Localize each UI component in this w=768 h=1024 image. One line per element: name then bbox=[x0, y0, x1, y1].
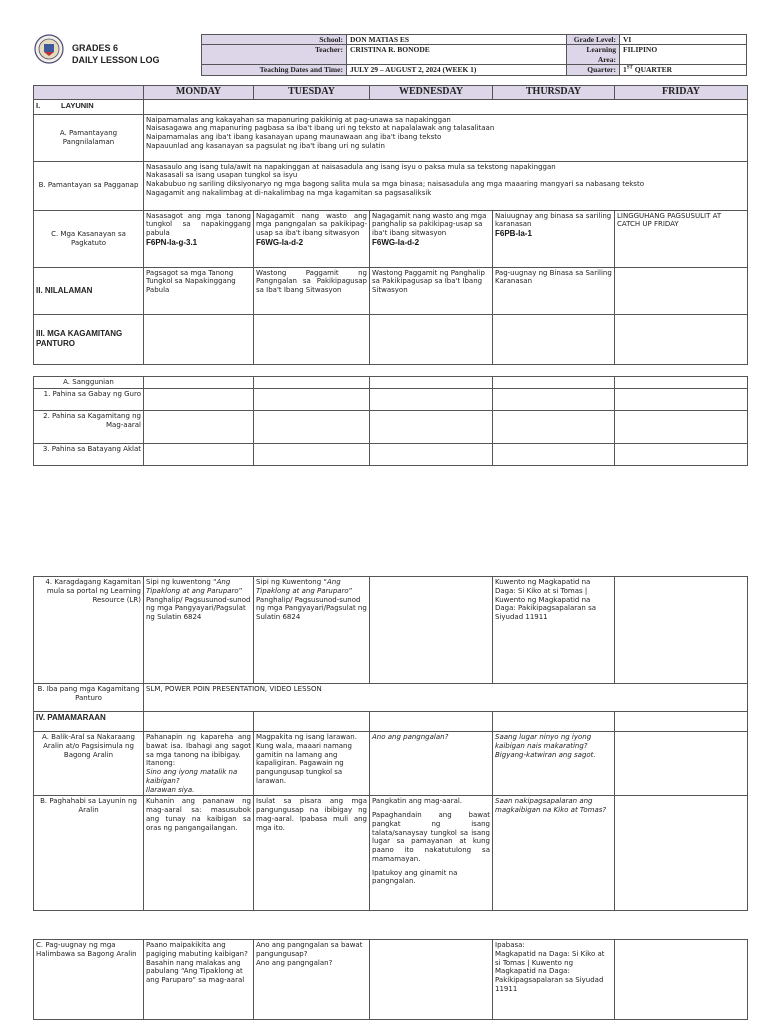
quarter-value: 1ST QUARTER bbox=[620, 65, 747, 75]
kag-friday bbox=[615, 314, 748, 364]
layunin-blank bbox=[144, 99, 748, 114]
balik-aral-thursday: Saang lugar ninyo ng iyong kaibigan nais makarating? Bigyang-katwiran ang sagot. bbox=[493, 732, 615, 796]
nilalaman-thursday: Pag-uugnay ng Binasa sa Sariling Karanasan bbox=[493, 267, 615, 314]
page2-table bbox=[33, 576, 748, 911]
karag-thursday: Kuwento ng Magkapatid na Daga: Si Kiko at si Tomas | Kuwento ng Magkapatid na Daga: Pakikipagsapalaran sa Siyudad 11911 bbox=[493, 577, 615, 684]
code-tuesday: F6WG-Ia-d-2 bbox=[256, 237, 304, 247]
pam-mon bbox=[144, 712, 254, 732]
label-balik-aral: A. Balik-Aral sa Nakaraang Aralin at/o Pagsisimula ng Bagong Aralin bbox=[34, 732, 144, 796]
kasanayan-wednesday: Nagagamit nang wasto ang mga panghalip sa pakikipag-usap sa iba't ibang sitwasyon F6WG-Ia-d-2 bbox=[370, 210, 493, 267]
ba-fri bbox=[615, 443, 748, 465]
label-mga-kasanayan: C. Mga Kasanayan sa Pagkatuto bbox=[34, 210, 144, 267]
day-monday: MONDAY bbox=[144, 86, 254, 100]
balik-aral-tuesday: Magpakita ng isang larawan. Kung wala, maaari namang gamitin na lamang ang kapaligiran. Pagawain ng pangungusap tungkol sa larawan. bbox=[254, 732, 370, 796]
sanggunian-table bbox=[33, 376, 748, 466]
pamantayang-pangnilalaman-content bbox=[144, 114, 748, 161]
km-wed bbox=[370, 410, 493, 443]
paghahabi-friday bbox=[615, 796, 748, 911]
paghahabi-thursday: Saan nakipagsapalaran ang magkaibigan na Kiko at Tomas? bbox=[493, 796, 615, 911]
page3-table bbox=[33, 939, 748, 1020]
code-thursday: F6PB-Ia-1 bbox=[495, 229, 532, 238]
kag-tuesday bbox=[254, 314, 370, 364]
section-nilalaman: II. NILALAMAN bbox=[34, 267, 144, 314]
day-friday: FRIDAY bbox=[615, 86, 748, 100]
gabay-thu bbox=[493, 388, 615, 410]
karag-wednesday bbox=[370, 577, 493, 684]
km-fri bbox=[615, 410, 748, 443]
nilalaman-friday bbox=[615, 267, 748, 314]
deped-seal bbox=[34, 34, 64, 64]
pam-wed bbox=[370, 712, 493, 732]
balik-aral-monday: Pahanapin ng kapareha ang bawat isa. Ibahagi ang sagot sa mga tanong na ibibigay. Itanong: Sino ang iyong matalik na kaibigan? Ilarawan siya. bbox=[144, 732, 254, 796]
ba-thu bbox=[493, 443, 615, 465]
pag-uugnay-thursday: Ipabasa: Magkapatid na Daga: Si Kiko at si Tomas | Kuwento ng Magkapatid na Daga: Pakikipagsapalaran sa Siyudad 11911 bbox=[493, 940, 615, 1020]
km-mon bbox=[144, 410, 254, 443]
day-wednesday: WEDNESDAY bbox=[370, 86, 493, 100]
ba-mon bbox=[144, 443, 254, 465]
karag-monday: Sipi ng kuwentong “Ang Tipaklong at ang Paruparo” Panghalip/ Pagsusunod-sunod ng mga Pangyayari/Pagsulat ng Sulatin 6824 bbox=[144, 577, 254, 684]
label-pamantayang-pangnilalaman: A. Pamantayang Pangnilalaman bbox=[34, 114, 144, 161]
pag-uugnay-monday: Paano maipakikita ang pagiging mabuting kaibigan? Basahin nang malakas ang pabulang “Ang Tipaklong at ang Paruparo” sa mag-aaral bbox=[144, 940, 254, 1020]
document-title bbox=[72, 42, 160, 66]
label-iba-pang-kagamitan: B. Iba pang mga Kagamitang Panturo bbox=[34, 684, 144, 712]
kag-monday bbox=[144, 314, 254, 364]
gabay-fri bbox=[615, 388, 748, 410]
ba-wed bbox=[370, 443, 493, 465]
label-pag-uugnay: C. Pag-uugnay ng mga Halimbawa sa Bagong Aralin bbox=[34, 940, 144, 1020]
label-gabay-ng-guro: 1. Pahina sa Gabay ng Guro bbox=[34, 388, 144, 410]
teacher-value: CRISTINA R. BONODE bbox=[347, 45, 567, 65]
grade-value: VI bbox=[620, 35, 747, 45]
gabay-mon bbox=[144, 388, 254, 410]
nilalaman-monday: Pagsagot sa mga Tanong Tungkol sa Napakinggang Pabula bbox=[144, 267, 254, 314]
school-label: School: bbox=[202, 35, 347, 45]
paghahabi-tuesday: Isulat sa pisara ang mga pangungusap na ibibigay ng mag-aaral. Ipabasa muli ang mga ito. bbox=[254, 796, 370, 911]
iba-pang-kagamitan-content: SLM, POWER POIN PRESENTATION, VIDEO LESSON bbox=[144, 684, 748, 712]
balik-aral-friday bbox=[615, 732, 748, 796]
pg-line-4: Nagagamit ang nakalimbag at di-nakalimbag na mga kagamitan sa pagsasaliksik bbox=[146, 188, 432, 197]
lesson-log-table bbox=[33, 85, 748, 365]
pp-line-4: Napauunlad ang kasanayan sa pagsulat ng iba't ibang uri ng sulatin bbox=[146, 141, 385, 150]
sang-thu bbox=[493, 377, 615, 389]
section-kagamitang-panturo: III. MGA KAGAMITANG PANTURO bbox=[34, 314, 144, 364]
label-sanggunian: A. Sanggunian bbox=[34, 377, 144, 389]
day-thursday: THURSDAY bbox=[493, 86, 615, 100]
sang-fri bbox=[615, 377, 748, 389]
label-batayang-aklat: 3. Pahina sa Batayang Aklat bbox=[34, 443, 144, 465]
nilalaman-tuesday: Wastong Paggamit ng Pangngalan sa Pakikipagusap sa Iba't Ibang Sitwasyon bbox=[254, 267, 370, 314]
kasanayan-monday: Nasasagot ang mga tanong tungkol sa napakinggang pabula F6PN-Ia-g-3.1 bbox=[144, 210, 254, 267]
school-value: DON MATIAS ES bbox=[347, 35, 567, 45]
area-label: Learning Area: bbox=[567, 45, 620, 65]
gabay-tue bbox=[254, 388, 370, 410]
grade-label: Grade Level: bbox=[567, 35, 620, 45]
kasanayan-tuesday: Nagagamit nang wasto ang mga pangngalan sa pakikipag-usap sa iba't ibang sitwasyon F6WG-Ia-d-2 bbox=[254, 210, 370, 267]
section-pamamaraan: IV. PAMAMARAAN bbox=[34, 712, 144, 732]
km-thu bbox=[493, 410, 615, 443]
label-kagamitang-mag-aaral: 2. Pahina sa Kagamitang ng Mag-aaral bbox=[34, 410, 144, 443]
label-paghahabi: B. Paghahabi sa Layunin ng Aralin bbox=[34, 796, 144, 911]
pag-uugnay-wednesday bbox=[370, 940, 493, 1020]
header-info-table bbox=[201, 34, 747, 76]
quarter-label: Quarter: bbox=[567, 65, 620, 75]
kag-wednesday bbox=[370, 314, 493, 364]
kag-thursday bbox=[493, 314, 615, 364]
dates-label: Teaching Dates and Time: bbox=[202, 65, 347, 75]
pag-uugnay-tuesday: Ano ang pangngalan sa bawat pangungusap? Ano ang pangngalan? bbox=[254, 940, 370, 1020]
pp-line-1: Naipamamalas ang kakayahan sa mapanuring pakikinig at pag-unawa sa napakinggan bbox=[146, 115, 451, 124]
code-monday: F6PN-Ia-g-3.1 bbox=[146, 237, 198, 247]
area-value: FILIPINO bbox=[620, 45, 747, 65]
pp-line-2: Naisasagawa ang mapanuring pagbasa sa iba't ibang uri ng teksto at napalalawak ang talasalitaan bbox=[146, 124, 495, 133]
pag-uugnay-friday bbox=[615, 940, 748, 1020]
karag-friday bbox=[615, 577, 748, 684]
sang-tue bbox=[254, 377, 370, 389]
pg-line-2: Nakasasali sa isang usapan tungkol sa isyu bbox=[146, 171, 298, 180]
ba-tue bbox=[254, 443, 370, 465]
day-tuesday: TUESDAY bbox=[254, 86, 370, 100]
km-tue bbox=[254, 410, 370, 443]
pp-line-3: Naipamamalas ang iba't ibang kasanayan upang maunawaan ang iba't ibang teksto bbox=[146, 133, 442, 141]
paghahabi-monday: Kuhanin ang pananaw ng mag-aaral sa: masusubok ang tunay na kaibigan sa oras ng pangangailangan. bbox=[144, 796, 254, 911]
pg-line-3: Nakabubuo ng sariling diksiyonaryo ng mga bagong salita mula sa mga binasa; naisasadula ang mga maaaring mangyari sa nabasang teksto bbox=[146, 180, 644, 188]
gabay-wed bbox=[370, 388, 493, 410]
title-dll: DAILY LESSON LOG bbox=[72, 55, 160, 65]
pg-line-1: Nasasaulo ang isang tula/awit na napakinggan at naisasadula ang isang isyu o paksa mula sa tekstong napakinggan bbox=[146, 162, 556, 171]
label-pamantayan-sa-pagganap: B. Pamantayan sa Pagganap bbox=[34, 161, 144, 210]
corner-cell bbox=[34, 86, 144, 100]
code-wednesday: F6WG-Ia-d-2 bbox=[372, 237, 420, 247]
pam-fri bbox=[615, 712, 748, 732]
teacher-label: Teacher: bbox=[202, 45, 347, 65]
title-grades: GRADES 6 bbox=[72, 43, 119, 53]
sang-wed bbox=[370, 377, 493, 389]
pam-tue bbox=[254, 712, 370, 732]
karag-tuesday: Sipi ng Kuwentong “Ang Tipaklong at ang Paruparo” Panghalip/ Pagsusunod-sunod ng mga Pangyayari/Pagsulat ng Sulatin 6824 bbox=[254, 577, 370, 684]
paghahabi-wednesday: Pangkatin ang mag-aaral. Papaghandain ang bawat pangkat ng isang talata/sanaysay tungkol sa isang lugar sa pamayanan at kung paano ito nakatutulong sa mamamayan. Ipatukoy ang ginamit na pangngalan. bbox=[370, 796, 493, 911]
label-karagdagang-kagamitan: 4. Karagdagang Kagamitan mula sa portal ng Learning Resource (LR) bbox=[34, 577, 144, 684]
balik-aral-wednesday: Ano ang pangngalan? bbox=[370, 732, 493, 796]
sang-mon bbox=[144, 377, 254, 389]
kasanayan-thursday: Naiuugnay ang binasa sa sariling karanasan F6PB-Ia-1 bbox=[493, 210, 615, 267]
pam-thu bbox=[493, 712, 615, 732]
pamantayan-sa-pagganap-content bbox=[144, 161, 748, 210]
nilalaman-wednesday: Wastong Paggamit ng Panghalip sa Pakikipagusap sa Iba't Ibang Sitwasyon bbox=[370, 267, 493, 314]
kasanayan-friday: LINGGUHANG PAGSUSULIT AT CATCH UP FRIDAY bbox=[615, 210, 748, 267]
dates-value: JULY 29 – AUGUST 2, 2024 (WEEK 1) bbox=[347, 65, 567, 75]
section-layunin: I. LAYUNIN bbox=[34, 99, 144, 114]
